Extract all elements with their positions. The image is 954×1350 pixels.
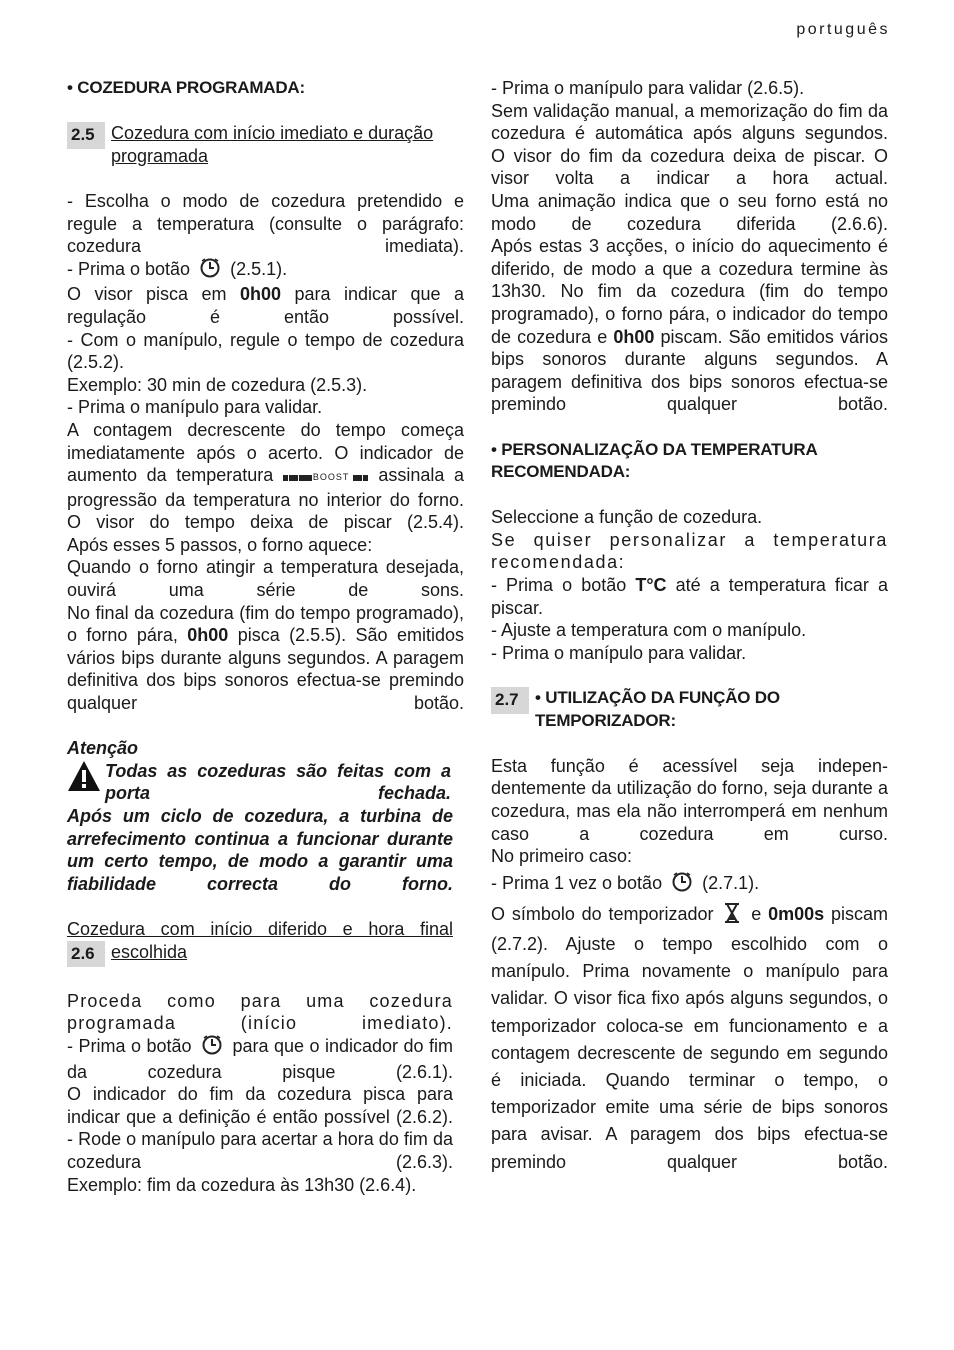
value-0h00-right: 0h00 — [613, 326, 655, 347]
paragraph-press-tc — [491, 574, 888, 619]
paragraph-timer-symbol — [491, 901, 888, 1176]
section-title-2-5-line2: programada — [111, 145, 209, 166]
value-0m00s: 0m00s — [768, 903, 825, 924]
section-title-2-7-line2: TEMPORIZADOR: — [535, 710, 676, 730]
paragraph-countdown — [67, 419, 464, 534]
text-press-button: - Prima o botão — [67, 258, 191, 279]
language-label: português — [796, 21, 890, 38]
section-number-2-6: 2.6 — [67, 941, 105, 968]
section-number-2-5: 2.5 — [67, 122, 105, 149]
clock-icon — [199, 258, 221, 284]
paragraph-press-clock — [67, 258, 464, 284]
text-and: e — [751, 903, 762, 924]
paragraph-press-validate: - Prima o manípulo para validar. — [67, 397, 323, 418]
paragraph-first-case: No primeiro caso: — [491, 846, 633, 867]
heading-temperature-line1: • PERSONALIZAÇÃO DA TEMPERATURA — [491, 439, 818, 459]
warning-block — [67, 760, 464, 805]
text-end-cooking: No final da cozedura (fim do tempo programado), o forno pára, — [67, 602, 464, 646]
paragraph-animation: Uma animação indica que o seu forno está no modo de cozedura diferida (2.6.6). — [491, 190, 888, 234]
paragraph-indicator-definition: O indicador do fim da cozedura pisca para indicar que a definição é então possível (2.6.2). — [67, 1084, 453, 1127]
hourglass-icon — [724, 903, 740, 931]
text-ref-2-5-1: (2.5.1). — [230, 258, 288, 279]
paragraph-press-clock-2 — [67, 1035, 453, 1083]
value-0h00-end: 0h00 — [187, 625, 229, 646]
left-column — [67, 77, 464, 1196]
paragraph-display-stops: O visor do fim da cozedura deixa de piscar. O visor volta a indicar a hora actual. — [491, 145, 888, 189]
boost-indicator-icon — [283, 466, 369, 489]
paragraph-after-actions — [491, 235, 888, 416]
warning-closed-door: Todas as cozeduras são feitas com a porta fechada. — [105, 760, 451, 804]
warning-icon — [67, 760, 101, 798]
section-2-5 — [67, 122, 464, 167]
paragraph-personalise: Se quiser personalizar a temperatura recomendada: — [491, 529, 888, 573]
clock-icon-2 — [201, 1035, 223, 1061]
paragraph-press-validate-temp: - Prima o manípulo para validar. — [491, 642, 747, 663]
paragraph-knob-time: - Com o manípulo, regule o tempo de cozedura (2.5.2). — [67, 329, 464, 373]
text-ref-2-7-1: (2.7.1). — [702, 872, 760, 893]
warning-title: Atenção — [67, 738, 139, 759]
paragraph-press-validate-2-6-5: - Prima o manípulo para validar (2.6.5). — [491, 78, 805, 98]
section-title-2-6-line2: escolhida — [111, 941, 188, 962]
paragraph-adjust-temperature: - Ajuste a temperatura com o manípulo. — [491, 620, 807, 641]
paragraph-no-validation: Sem validação manual, a memorização do fim da cozedura é automática após alguns segundos. — [491, 100, 888, 144]
section-number-2-7: 2.7 — [491, 687, 529, 714]
value-0h00: 0h00 — [239, 284, 281, 305]
text-temperature-progress: assinala a progressão da temperatura no interior do forno. O visor do tempo deixa de piscar (2.5.4). — [67, 465, 464, 533]
paragraph-press-once — [491, 868, 888, 901]
heading-temperature-line2: RECOMENDADA: — [491, 462, 631, 482]
section-2-7 — [491, 687, 888, 732]
paragraph-after-steps: Após esses 5 passos, o forno aquece: — [67, 534, 373, 555]
paragraph-rotate-knob: - Rode o manípulo para acertar a hora do fim da cozedura (2.6.3). — [67, 1129, 453, 1172]
text-timer-instructions: piscam (2.7.2). Ajuste o tempo escolhido com o manípulo. Prima novamente o manípulo para validar. O visor fica fixo após alguns segundos, o temporizador coloca-se em funcionamento e a contagem decrescente de segundo em segundo é iniciada. Quando terminar o tempo, o temporizador emite uma série de bips sonoros para avisar. A paragem dos bips efectua-se premindo qualquer botão. — [491, 903, 888, 1172]
text-press-once: - Prima 1 vez o botão — [491, 872, 663, 893]
paragraph-timer-function: Esta função é acessível seja indepen-dentemente da utilização do forno, seja durante a cozedura, mas ela não interromperá em nenhum caso a cozedura em curso. — [491, 755, 888, 844]
clock-icon-3 — [671, 871, 693, 901]
text-until-blinks: até a temperatura ficar a piscar. — [491, 575, 888, 618]
section-2-6 — [67, 918, 453, 967]
section-title-2-6-line1: Cozedura com início diferido e hora final — [67, 918, 453, 939]
text-beeps-right: piscam. São emitidos vários bips sonoros durante alguns segundos. A paragem definitiva dos bips sonoros efectua-se premindo qualquer botão. — [491, 326, 888, 415]
paragraph-select-function: Seleccione a função de cozedura. — [491, 507, 763, 528]
paragraph-example: Exemplo: 30 min de cozedura (2.5.3). — [67, 374, 368, 395]
paragraph-example-end: Exemplo: fim da cozedura às 13h30 (2.6.4). — [67, 1174, 417, 1195]
paragraph-proceed: Proceda como para uma cozedura programada (início imediato). — [67, 990, 453, 1034]
text-indicator-blinks: para que o indicador do fim da cozedura pisque (2.6.1). — [67, 1035, 453, 1082]
boost-label: BOOST — [312, 472, 350, 483]
text-after-actions: Após estas 3 acções, o início do aquecimento é diferido, de modo a que a cozedura termine às 13h30. No fim da cozedura (fim do tempo programado), o forno pára, o indicador do tempo de cozedura e — [491, 236, 888, 347]
text-timer-symbol: O símbolo do temporizador — [491, 903, 714, 924]
section-title-2-5-line1: Cozedura com início imediato e duração — [111, 123, 434, 144]
text-display-blinks: O visor pisca em — [67, 284, 227, 305]
text-press-button-tc: - Prima o botão — [491, 575, 627, 596]
paragraph-temperature-reached: Quando o forno atingir a temperatura desejada, ouvirá uma série de sons. — [67, 557, 464, 601]
paragraph-display-blinks — [67, 283, 464, 328]
section-title-2-7-line1: • UTILIZAÇÃO DA FUNÇÃO DO — [535, 688, 780, 708]
warning-turbine: Após um ciclo de cozedura, a turbina de arrefecimento continua a funcionar durante um certo tempo, de modo a garantir uma fiabilidade correcta do forno. — [67, 806, 453, 894]
text-beeps: pisca (2.5.5). São emitidos vários bips durante alguns segundos. A paragem definitiva dos bips sonoros efectua-se premindo qualquer botão. — [67, 625, 464, 714]
tc-button-label: T°C — [635, 575, 667, 596]
text-regulation-possible: para indicar que a regulação é então possível. — [67, 284, 464, 327]
text-press-button-2: - Prima o botão — [67, 1035, 192, 1056]
heading-programmed-cooking: • COZEDURA PROGRAMADA: — [67, 78, 305, 97]
paragraph-end-cooking — [67, 602, 464, 715]
right-column — [491, 77, 888, 1176]
text-countdown: A contagem decrescente do tempo começa imediatamente após o acerto. O indicador de aumento da temperatura — [67, 419, 464, 486]
paragraph-choose-mode: - Escolha o modo de cozedura pretendido e regule a temperatura (consulte o parágrafo: cozedura imediata). — [67, 190, 464, 257]
